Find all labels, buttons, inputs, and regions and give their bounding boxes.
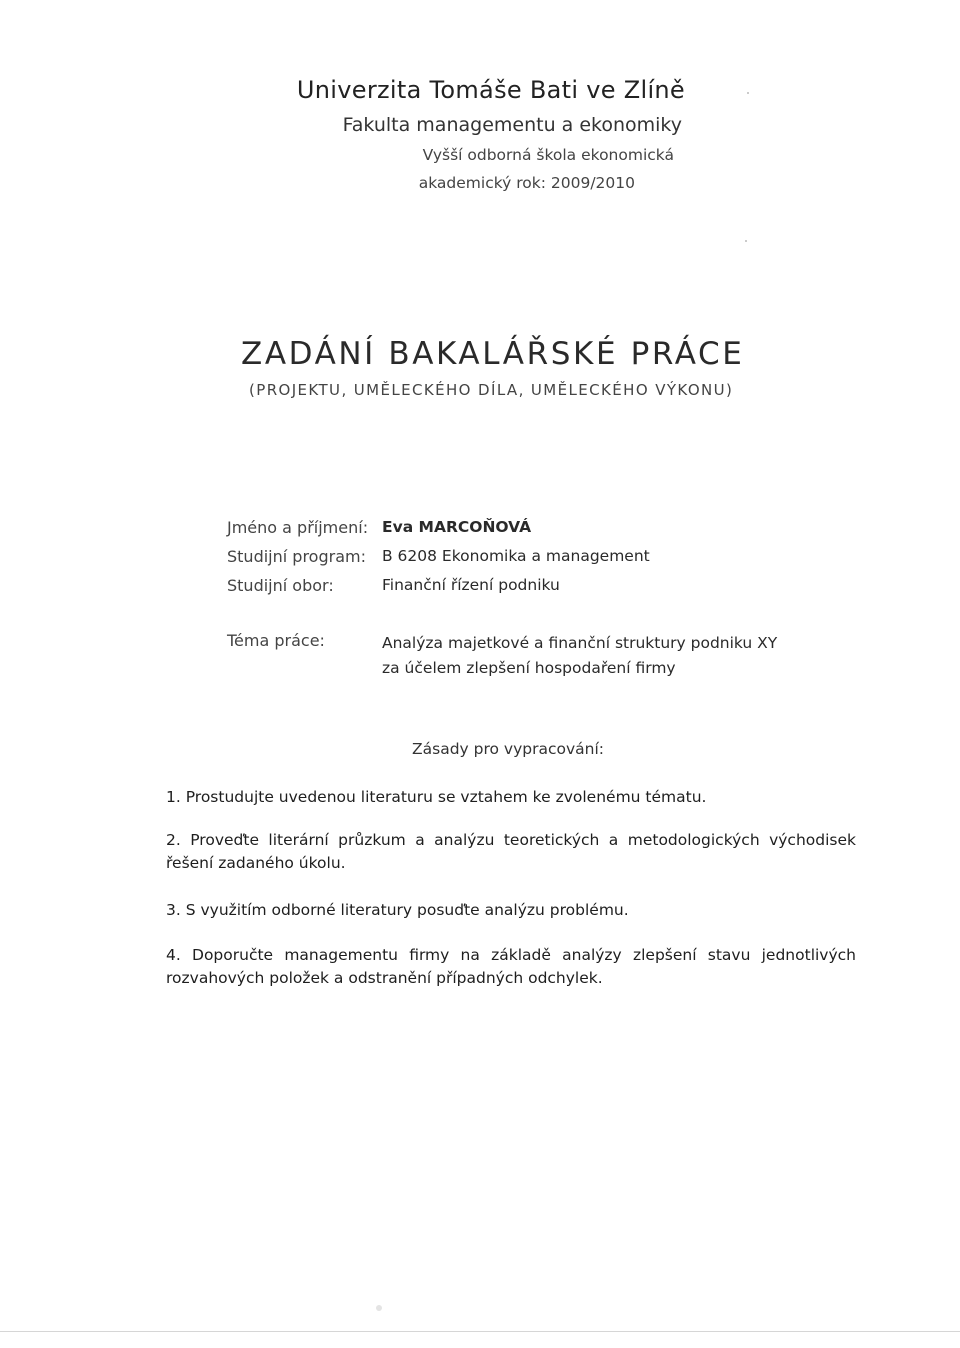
faculty-name: Fakulta managementu a ekonomiky	[342, 114, 682, 136]
principle-item-4: 4. Doporučte managementu firmy na základě analýzy zlepšení stavu jednotlivých rozvahových položek a odstranění případných odchylek.	[166, 946, 856, 987]
program-value: B 6208 Ekonomika a management	[382, 547, 650, 565]
theme-value	[382, 631, 802, 681]
theme-line-2: za účelem zlepšení hospodaření firmy	[382, 659, 676, 677]
field-value: Finanční řízení podniku	[382, 576, 560, 594]
name-label: Jméno a příjmení:	[227, 518, 369, 537]
scan-speck	[376, 1305, 382, 1311]
name-value: Eva MARCOŇOVÁ	[382, 518, 532, 536]
scan-speck	[745, 240, 747, 242]
theme-label: Téma práce:	[227, 631, 325, 650]
principles-heading: Zásady pro vypracování:	[412, 740, 604, 758]
field-label: Studijní obor:	[227, 576, 334, 595]
program-label: Studijní program:	[227, 547, 366, 566]
scan-speck	[747, 92, 749, 94]
principle-item-3: 3. S využitím odborné literatury posuďte analýzu problému.	[166, 901, 629, 919]
school-name: Vyšší odborná škola ekonomická	[422, 146, 674, 164]
principle-item-2: 2. Proveďte literární průzkum a analýzu teoretických a metodologických východisek řešení zadaného úkolu.	[166, 831, 856, 872]
university-name: Univerzita Tomáše Bati ve Zlíně	[296, 76, 685, 104]
document-title: ZADÁNÍ BAKALÁŘSKÉ PRÁCE	[241, 336, 745, 372]
document-subtitle: (PROJEKTU, UMĚLECKÉHO DÍLA, UMĚLECKÉHO VÝKONU)	[249, 381, 734, 399]
theme-line-1: Analýza majetkové a finanční struktury podniku XY	[382, 634, 778, 652]
principle-item-1: 1. Prostudujte uvedenou literaturu se vztahem ke zvolenému tématu.	[166, 788, 707, 806]
bottom-rule	[0, 1331, 960, 1332]
academic-year: akademický rok: 2009/2010	[418, 174, 635, 192]
